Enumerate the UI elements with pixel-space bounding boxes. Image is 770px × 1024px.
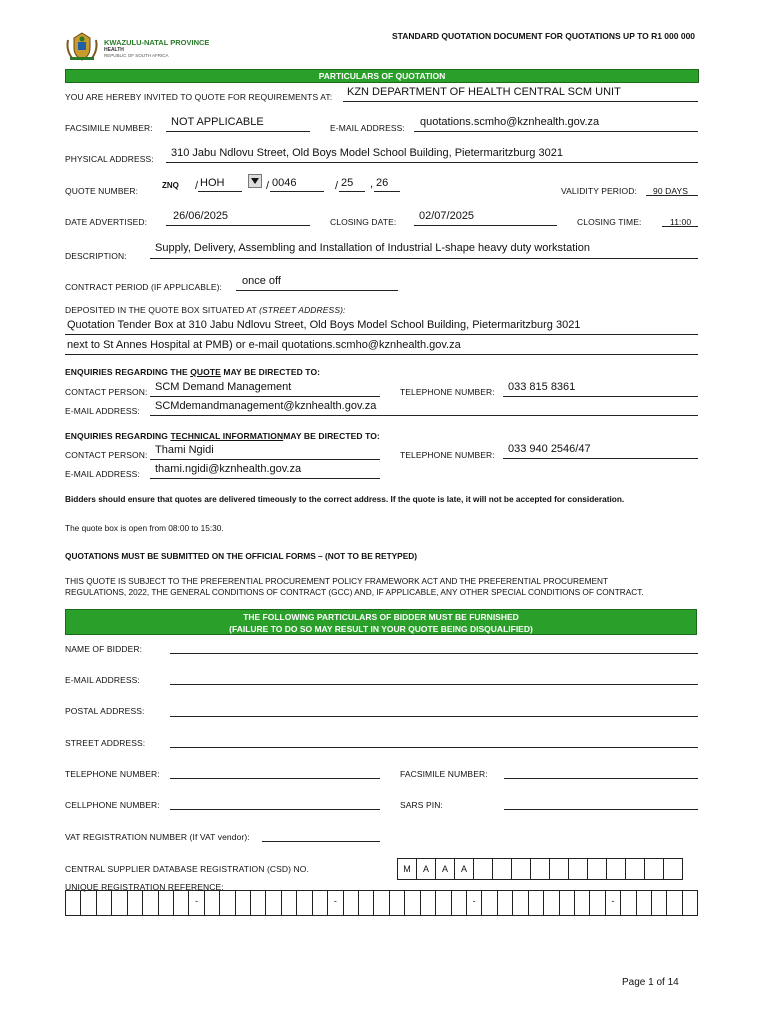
bidder-fax-field[interactable] <box>504 778 698 779</box>
unique-ref-cell[interactable] <box>344 891 359 915</box>
quote-sep-3: / <box>335 180 339 192</box>
bidder-vat-field[interactable] <box>262 841 380 842</box>
tech-tel-label: TELEPHONE NUMBER: <box>400 450 495 460</box>
department-name: HEALTH <box>104 47 124 53</box>
late-notice: Bidders should ensure that quotes are delivered timeously to the correct address. If the quote is late, it will not be accepted for consideration. <box>65 494 625 504</box>
unique-ref-cell[interactable] <box>220 891 235 915</box>
csd-number-cell[interactable] <box>607 859 626 879</box>
unique-ref-cell[interactable] <box>390 891 405 915</box>
unique-ref-cell[interactable] <box>436 891 451 915</box>
bidder-vat-label: VAT REGISTRATION NUMBER (If VAT vendor): <box>65 832 250 842</box>
fax-label: FACSIMILE NUMBER: <box>65 123 153 133</box>
quote-prefix: ZNQ <box>162 181 179 190</box>
email-label: E-MAIL ADDRESS: <box>330 123 405 133</box>
contract-value[interactable]: once off <box>242 275 281 287</box>
csd-number-cell[interactable] <box>626 859 645 879</box>
deposit-line-2[interactable]: next to St Annes Hospital at PMB) or e-mail quotations.scmho@kznhealth.gov.za <box>67 339 461 351</box>
unique-ref-cell[interactable] <box>513 891 528 915</box>
unique-ref-cell[interactable] <box>560 891 575 915</box>
bidder-street-label: STREET ADDRESS: <box>65 738 146 748</box>
unique-ref-cell[interactable] <box>498 891 513 915</box>
quote-part-4[interactable]: 26 <box>376 177 389 189</box>
closing-time-value[interactable]: 11:00 <box>670 217 692 227</box>
unique-ref-cell[interactable] <box>81 891 96 915</box>
quote-contact-label: CONTACT PERSON: <box>65 387 148 397</box>
quote-contact-value[interactable]: SCM Demand Management <box>155 381 292 393</box>
unique-ref-cell[interactable] <box>575 891 590 915</box>
bidder-tel-field[interactable] <box>170 778 380 779</box>
unique-ref-cell[interactable] <box>313 891 328 915</box>
unique-ref-cell[interactable] <box>174 891 189 915</box>
description-label: DESCRIPTION: <box>65 251 127 261</box>
unique-ref-cell[interactable]: - <box>606 891 621 915</box>
physical-label: PHYSICAL ADDRESS: <box>65 154 154 164</box>
closing-time-label: CLOSING TIME: <box>577 217 642 227</box>
quote-sep-1: / <box>195 180 199 192</box>
quote-email-value[interactable]: SCMdemandmanagement@kznhealth.gov.za <box>155 400 377 412</box>
bidder-name-field[interactable] <box>170 653 698 654</box>
csd-prefix-cell: A <box>436 859 455 879</box>
unique-ref-cell[interactable] <box>282 891 297 915</box>
unique-ref-cell[interactable] <box>112 891 127 915</box>
unique-ref-cell[interactable] <box>544 891 559 915</box>
subject-line-2: REGULATIONS, 2022, THE GENERAL CONDITIONS OF CONTRACT (GCC) AND, IF APPLICABLE, ANY OTHER SPECIAL CONDITIONS OF CONTRACT. <box>65 587 644 597</box>
bidder-sars-field[interactable] <box>504 809 698 810</box>
csd-prefix-cell: A <box>455 859 474 879</box>
page-number: Page 1 of 14 <box>622 977 679 988</box>
closing-date-value[interactable]: 02/07/2025 <box>419 210 475 222</box>
physical-value[interactable]: 310 Jabu Ndlovu Street, Old Boys Model School Building, Pietermaritzburg 3021 <box>171 147 563 159</box>
bidder-banner-line-2: (FAILURE TO DO SO MAY RESULT IN YOUR QUOTE BEING DISQUALIFIED) <box>229 624 533 634</box>
bidder-cell-field[interactable] <box>170 809 380 810</box>
quote-part-2[interactable]: 0046 <box>272 177 297 189</box>
unique-ref-cell[interactable] <box>66 891 81 915</box>
bidder-banner <box>65 609 697 635</box>
csd-number-cell[interactable] <box>512 859 531 879</box>
unique-ref-cell[interactable] <box>266 891 281 915</box>
unique-ref-cell[interactable]: - <box>328 891 343 915</box>
bidder-banner-line-1: THE FOLLOWING PARTICULARS OF BIDDER MUST BE FURNISHED <box>243 612 519 622</box>
bidder-fax-label: FACSIMILE NUMBER: <box>400 769 488 779</box>
chevron-down-icon <box>251 178 259 184</box>
quote-tel-label: TELEPHONE NUMBER: <box>400 387 495 397</box>
unique-ref-cell[interactable] <box>590 891 605 915</box>
advertised-label: DATE ADVERTISED: <box>65 217 148 227</box>
unique-ref-cell[interactable] <box>205 891 220 915</box>
bidder-postal-field[interactable] <box>170 716 698 717</box>
bidder-email-label: E-MAIL ADDRESS: <box>65 675 140 685</box>
enquiries-tech-heading: ENQUIRIES REGARDING TECHNICAL INFORMATIONMAY BE DIRECTED TO: <box>65 431 380 441</box>
validity-value[interactable]: 90 DAYS <box>653 186 689 196</box>
unique-ref-cell[interactable] <box>652 891 667 915</box>
csd-number-cell[interactable] <box>493 859 512 879</box>
unique-ref-cell[interactable] <box>143 891 158 915</box>
invited-value[interactable]: KZN DEPARTMENT OF HEALTH CENTRAL SCM UNIT <box>347 86 621 98</box>
quote-sep-4: , <box>370 178 374 190</box>
official-forms-notice: QUOTATIONS MUST BE SUBMITTED ON THE OFFICIAL FORMS – (NOT TO BE RETYPED) <box>65 551 418 561</box>
subject-line-1: THIS QUOTE IS SUBJECT TO THE PREFERENTIAL PROCUREMENT POLICY FRAMEWORK ACT AND THE PREFERENTIAL PROCUREMENT <box>65 576 609 586</box>
coat-of-arms-logo <box>64 30 100 62</box>
csd-prefix-cell: M <box>398 859 417 879</box>
unique-ref-cell[interactable] <box>452 891 467 915</box>
tech-tel-value[interactable]: 033 940 2546/47 <box>508 443 591 455</box>
unique-ref-cell[interactable]: - <box>189 891 204 915</box>
fax-value[interactable]: NOT APPLICABLE <box>171 116 264 128</box>
unique-ref-cell[interactable] <box>359 891 374 915</box>
unique-ref-cell[interactable] <box>251 891 266 915</box>
unique-ref-cell[interactable] <box>374 891 389 915</box>
province-name: KWAZULU-NATAL PROVINCE <box>104 38 210 47</box>
doc-title: STANDARD QUOTATION DOCUMENT FOR QUOTATIONS UP TO R1 000 000 <box>392 31 696 41</box>
unique-ref-cell[interactable] <box>683 891 697 915</box>
box-hours: The quote box is open from 08:00 to 15:30. <box>65 523 224 533</box>
csd-number-cell[interactable] <box>474 859 493 879</box>
bidder-name-label: NAME OF BIDDER: <box>65 644 143 654</box>
unique-ref-cell[interactable] <box>482 891 497 915</box>
unique-ref-cell[interactable] <box>405 891 420 915</box>
csd-number-field[interactable] <box>397 858 683 880</box>
contract-label: CONTRACT PERIOD (IF APPLICABLE): <box>65 282 223 292</box>
bidder-cell-label: CELLPHONE NUMBER: <box>65 800 160 810</box>
tech-contact-value[interactable]: Thami Ngidi <box>155 444 214 456</box>
closing-date-label: CLOSING DATE: <box>330 217 397 227</box>
csd-number-cell[interactable] <box>531 859 550 879</box>
quote-label: QUOTE NUMBER: <box>65 186 139 196</box>
particulars-banner: PARTICULARS OF QUOTATION <box>65 69 699 83</box>
csd-prefix-cell: A <box>417 859 436 879</box>
bidder-postal-label: POSTAL ADDRESS: <box>65 706 145 716</box>
unique-ref-cell[interactable] <box>159 891 174 915</box>
deposit-label: DEPOSITED IN THE QUOTE BOX SITUATED AT (STREET ADDRESS): <box>65 305 346 315</box>
csd-number-cell[interactable] <box>645 859 664 879</box>
enquiries-quote-heading: ENQUIRIES REGARDING THE QUOTE MAY BE DIRECTED TO: <box>65 367 321 377</box>
csd-number-cell[interactable] <box>550 859 569 879</box>
bidder-tel-label: TELEPHONE NUMBER: <box>65 769 160 779</box>
bidder-csd-label: CENTRAL SUPPLIER DATABASE REGISTRATION (CSD) NO. <box>65 864 309 874</box>
bidder-street-field[interactable] <box>170 747 698 748</box>
country-name: REPUBLIC OF SOUTH AFRICA <box>104 53 169 58</box>
advertised-value[interactable]: 26/06/2025 <box>173 210 229 222</box>
quote-sep-2: / <box>266 180 270 192</box>
unique-ref-field[interactable] <box>65 890 698 916</box>
unique-ref-cell[interactable] <box>128 891 143 915</box>
csd-number-cell[interactable] <box>664 859 682 879</box>
unique-ref-label: UNIQUE REGISTRATION REFERENCE: <box>65 882 224 892</box>
quote-part-1[interactable]: HOH <box>200 177 225 189</box>
unique-ref-cell[interactable] <box>97 891 112 915</box>
quote-dropdown-button[interactable] <box>248 174 262 188</box>
bidder-email-field[interactable] <box>170 684 698 685</box>
unique-ref-cell[interactable] <box>621 891 636 915</box>
unique-ref-cell[interactable] <box>529 891 544 915</box>
quote-tel-value[interactable]: 033 815 8361 <box>508 381 576 393</box>
unique-ref-cell[interactable]: - <box>467 891 482 915</box>
quote-part-3[interactable]: 25 <box>341 177 354 189</box>
deposit-line-1[interactable]: Quotation Tender Box at 310 Jabu Ndlovu Street, Old Boys Model School Building, Pietermaritzburg 3021 <box>67 319 581 331</box>
csd-number-cell[interactable] <box>569 859 588 879</box>
email-value[interactable]: quotations.scmho@kznhealth.gov.za <box>420 116 600 128</box>
quote-email-label: E-MAIL ADDRESS: <box>65 406 140 416</box>
tech-email-label: E-MAIL ADDRESS: <box>65 469 140 479</box>
unique-ref-cell[interactable] <box>667 891 682 915</box>
description-value[interactable]: Supply, Delivery, Assembling and Installation of Industrial L-shape heavy duty workstation <box>155 242 590 254</box>
csd-number-cell[interactable] <box>588 859 607 879</box>
unique-ref-cell[interactable] <box>236 891 251 915</box>
invited-label: YOU ARE HEREBY INVITED TO QUOTE FOR REQUIREMENTS AT: <box>65 92 333 102</box>
tech-email-value[interactable]: thami.ngidi@kznhealth.gov.za <box>155 463 302 475</box>
unique-ref-cell[interactable] <box>637 891 652 915</box>
tech-contact-label: CONTACT PERSON: <box>65 450 148 460</box>
unique-ref-cell[interactable] <box>421 891 436 915</box>
bidder-sars-label: SARS PIN: <box>400 800 443 810</box>
validity-label: VALIDITY PERIOD: <box>561 186 637 196</box>
unique-ref-cell[interactable] <box>297 891 312 915</box>
